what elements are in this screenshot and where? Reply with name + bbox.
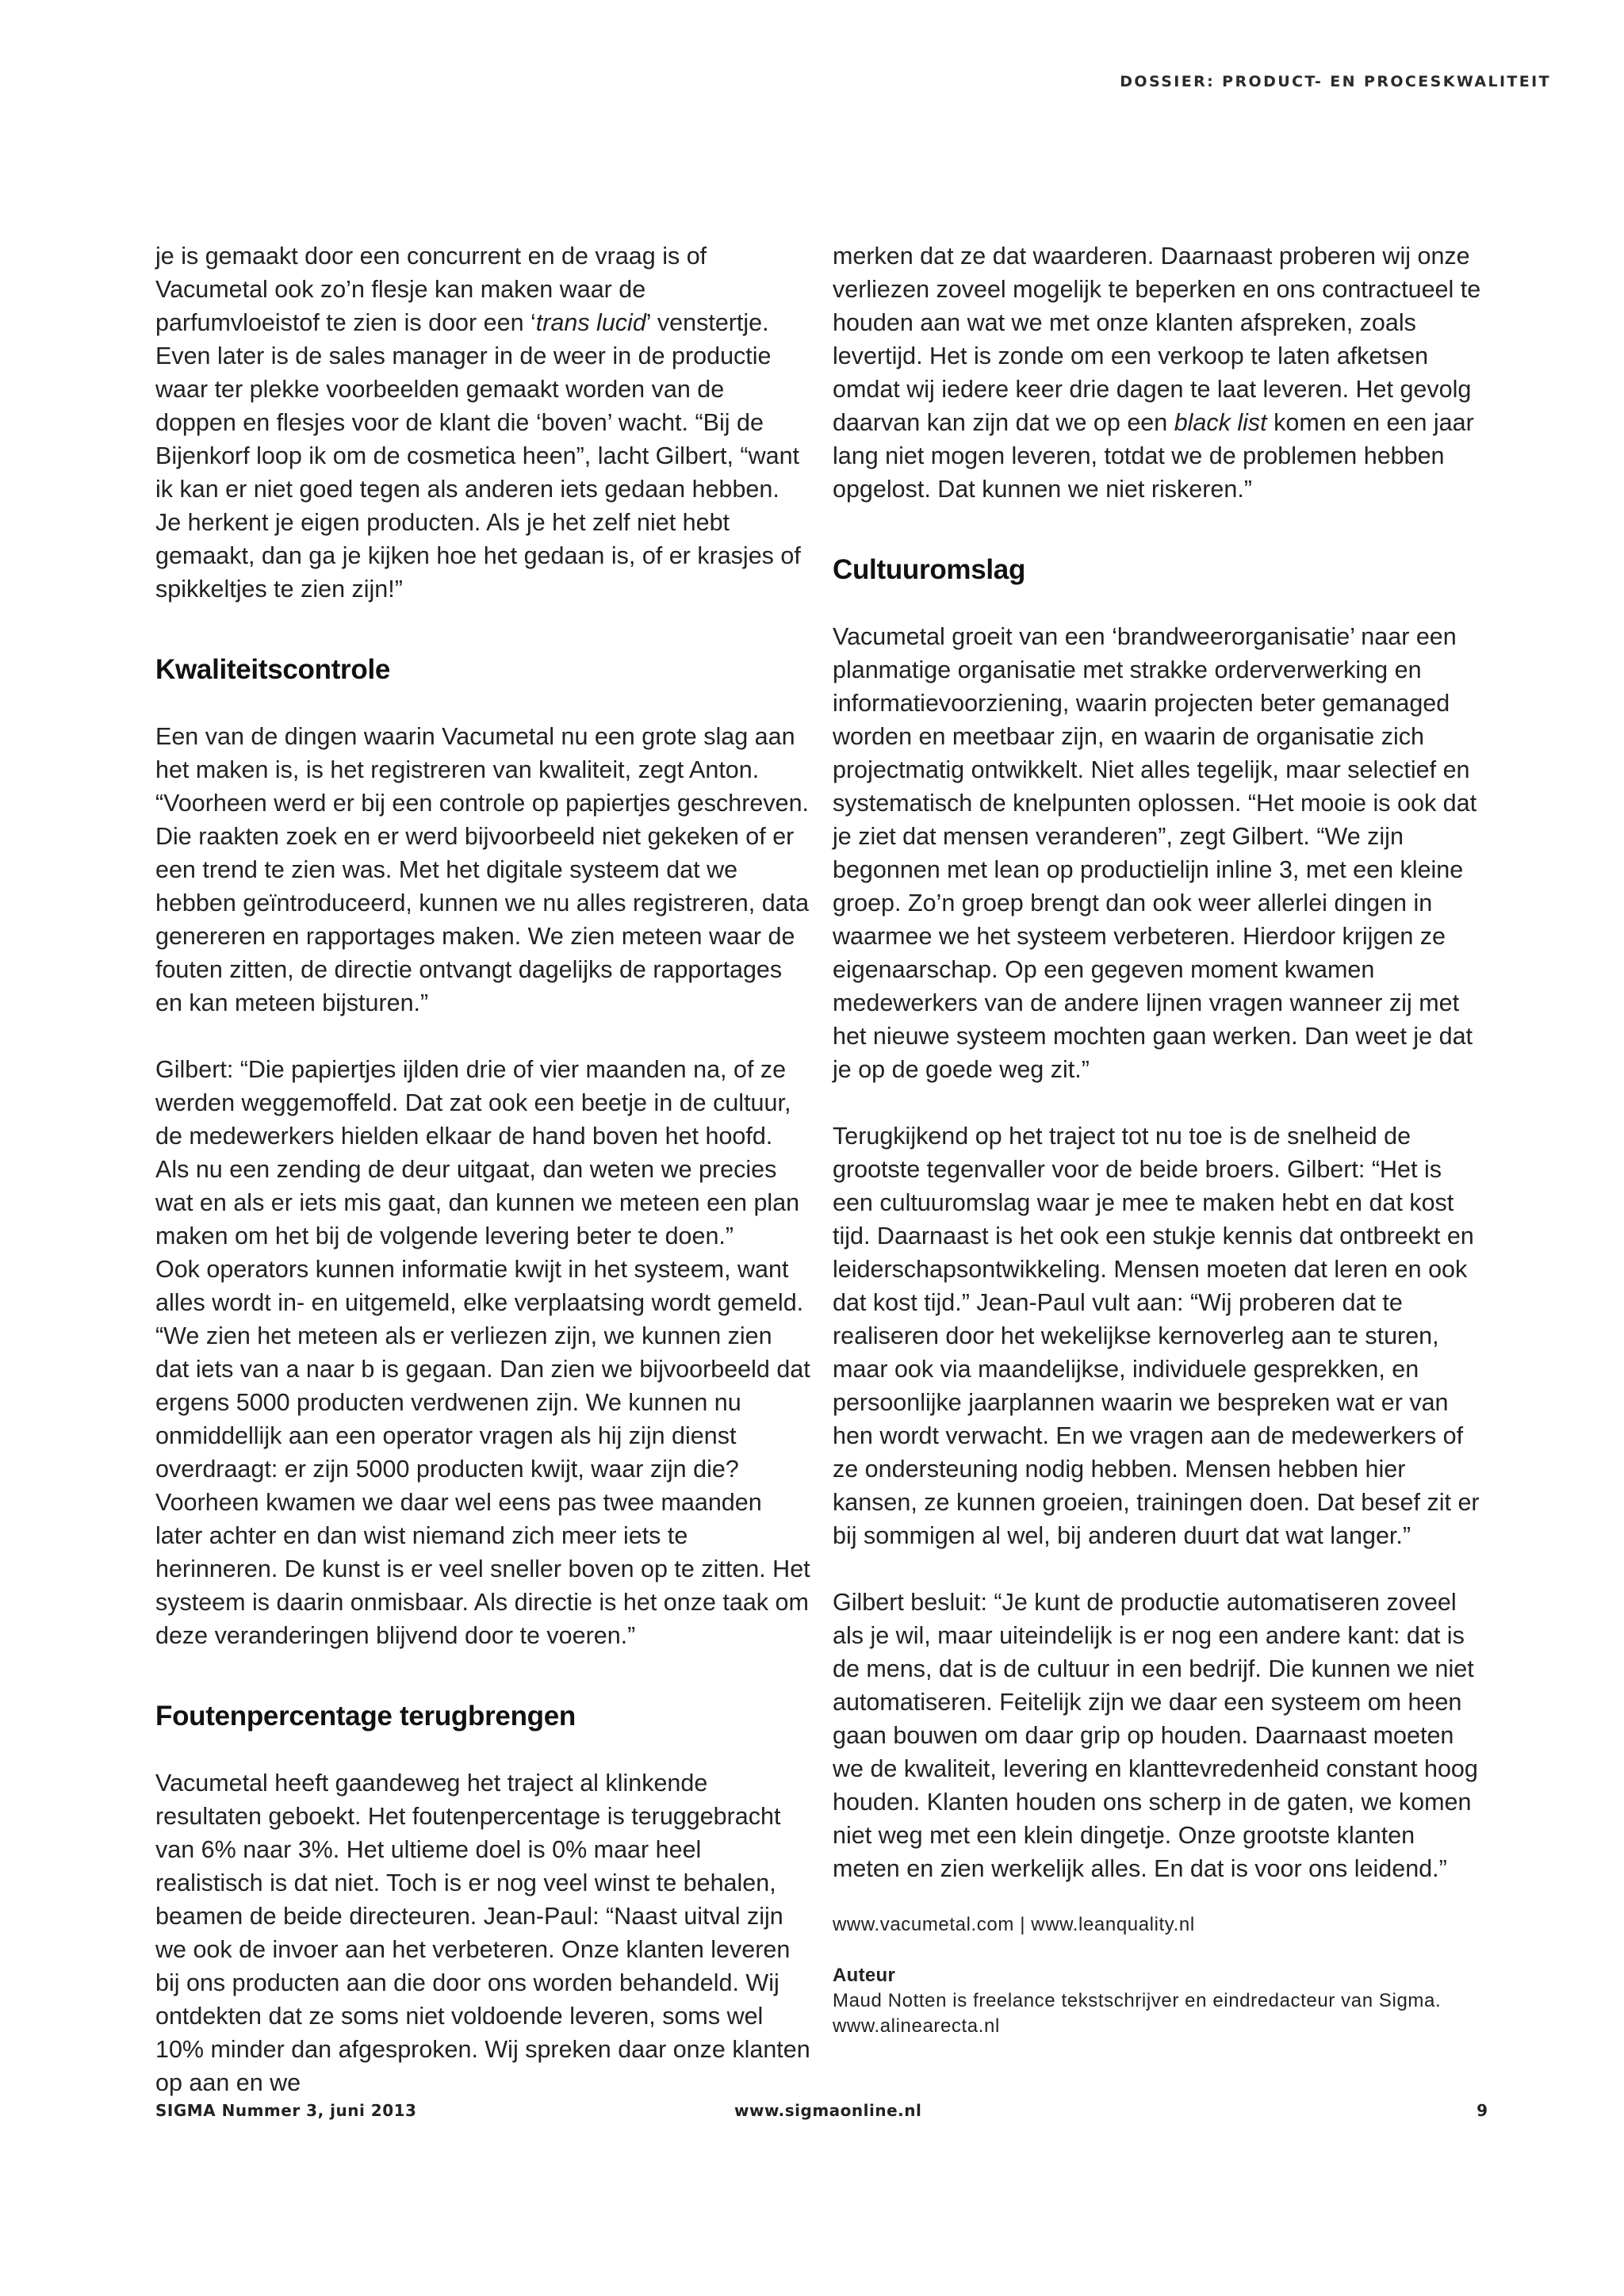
running-head-section: DOSSIER: PRODUCT- EN PROCESKWALITEIT — [1120, 73, 1551, 90]
text-run: je is gemaakt door een concurrent en de vraag is of Vacumetal ook zo’n flesje kan maken waar de parfumvloeistof te zien is door een ‘ — [155, 243, 707, 336]
italic-term: black list — [1174, 409, 1267, 436]
text-run: ’ venstertje. Even later is de sales manager in de weer in de productie waar ter plekke voorbeelden gemaakt worden van de doppen en flesjes voor de klant die ‘boven’ wacht. “Bij de Bijenkorf loop ik om de cosmetica heen”, lacht Gilbert, “want ik kan er niet goed tegen als anderen iets gedaan hebben. Je herkent je eigen producten. Als je het zelf niet hebt gemaakt, dan ga je kijken hoe het gedaan is, of er krasjes of spikkeltjes te zien zijn!” — [155, 309, 801, 603]
article-column-left — [155, 239, 810, 2099]
paragraph: Vacumetal groeit van een ‘brandweerorganisatie’ naar een planmatige organisatie met strakke orderverwerking en informatievoorziening, waarin projecten beter gemanaged worden en meetbaar zijn, en waarin de organisatie zich projectmatig ontwikkelt. Niet alles tegelijk, maar selectief en systematisch de knelpunten oplossen. “Het mooie is ook dat je ziet dat mensen veranderen”, zegt Gilbert. “We zijn begonnen met lean op productielijn inline 3, met een kleine groep. Zo’n groep brengt dan ook weer allerlei dingen in waarmee we het systeem verbeteren. Hierdoor krijgen ze eigenaarschap. Op een gegeven moment kwamen medewerkers van de andere lijnen vragen wanneer zij met het nieuwe systeem mochten gaan werken. Dan weet je dat je op de goede weg zit.” — [833, 623, 1477, 1083]
author-heading: Auteur — [833, 1965, 896, 1986]
page-footer — [155, 2101, 1488, 2125]
section-heading-kwaliteitscontrole: Kwaliteitscontrole — [155, 654, 391, 685]
footer-issue: SIGMA Nummer 3, juni 2013 — [155, 2101, 417, 2120]
section-heading-foutenpercentage: Foutenpercentage terugbrengen — [155, 1701, 576, 1732]
author-bio: Maud Notten is freelance tekstschrijver en eindredacteur van Sigma. www.alinearecta.nl — [833, 1990, 1442, 2037]
paragraph: Gilbert besluit: “Je kunt de productie automatiseren zoveel als je wil, maar uiteindelijk is er nog een andere kant: dat is de mens, dat is de cultuur in een bedrijf. Die kunnen we niet automatiseren. Feitelijk zijn we daar een systeem om heen gaan bouwen om daar grip op houden. Daarnaast moeten we de kwaliteit, levering en klanttevredenheid constant hoog houden. Klanten houden ons scherp in de gaten, we komen niet weg met een klein dingetje. Onze grootste klanten meten en zien werkelijk alles. En dat is voor ons leidend.” — [833, 1589, 1478, 1882]
paragraph: Ook operators kunnen informatie kwijt in het systeem, want alles wordt in- en uitgemeld, elke verplaatsing wordt gemeld. “We zien het meteen als er verliezen zijn, we kunnen zien dat iets van a naar b is gegaan. Dan zien we bijvoorbeeld dat ergens 5000 producten verdwenen zijn. We kunnen nu onmiddellijk aan een operator vragen als hij zijn dienst overdraagt: er zijn 5000 producten kwijt, waar zijn die? Voorheen kwamen we daar wel eens pas twee maanden later achter en dan wist niemand zich meer iets te herinneren. De kunst is er veel sneller boven op te zitten. Het systeem is daarin onmisbaar. Als directie is het onze taak om deze veranderingen blijvend door te voeren.” — [155, 1256, 810, 1649]
paragraph-intro-right — [833, 239, 1488, 506]
website-links[interactable]: www.vacumetal.com | www.leanquality.nl — [833, 1914, 1195, 1935]
italic-term: trans lucid — [535, 309, 646, 336]
text-run: komen en een jaar lang niet mogen leveren, totdat we de problemen hebben opgelost. Dat kunnen we niet riskeren.” — [833, 409, 1474, 503]
paragraph-intro-left — [155, 239, 810, 606]
footer-website-link[interactable]: www.sigmaonline.nl — [734, 2101, 922, 2120]
article-column-right — [833, 239, 1488, 2039]
paragraph: Vacumetal heeft gaandeweg het traject al klinkende resultaten geboekt. Het foutenpercentage is teruggebracht van 6% naar 3%. Het ultieme doel is 0% maar heel realistisch is dat niet. Toch is er nog veel winst te behalen, beamen de beide directeuren. Jean-Paul: “Naast uitval zijn we ook de invoer aan het verbeteren. Onze klanten leveren bij ons producten aan die door ons worden behandeld. Wij ontdekten dat ze soms niet voldoende leveren, soms wel 10% minder dan afgesproken. Wij spreken daar onze klanten op aan en we — [155, 1770, 810, 2096]
paragraph: Terugkijkend op het traject tot nu toe is de snelheid de grootste tegenvaller voor de beide broers. Gilbert: “Het is een cultuuromslag waar je mee te maken hebt en dat kost tijd. Daarnaast is het ook een stukje kennis dat ontbreekt en leiderschapsontwikkeling. Mensen moeten dat leren en ook dat kost tijd.” Jean-Paul vult aan: “Wij proberen dat te realiseren door het wekelijkse kernoverleg aan te sturen, maar ook via maandelijkse, individuele gesprekken, en persoonlijke jaarplannen waarin we bespreken wat er van hen wordt verwacht. En we vragen aan de medewerkers of ze ondersteuning nodig hebben. Mensen hebben hier kansen, ze kunnen groeien, trainingen doen. Dat besef zit er bij sommigen al wel, bij anderen duurt dat wat langer.” — [833, 1123, 1480, 1549]
page-number: 9 — [1477, 2101, 1488, 2120]
paragraph: Gilbert: “Die papiertjes ijlden drie of vier maanden na, of ze werden weggemoffeld. Dat zat ook een beetje in de cultuur, de medewerkers hielden elkaar de hand boven het hoofd. Als nu een zending de deur uitgaat, dan weten we precies wat en als er iets mis gaat, dan kunnen we meteen een plan maken om het bij de volgende levering beter te doen.” — [155, 1056, 800, 1249]
text-run: merken dat ze dat waarderen. Daarnaast proberen wij onze verliezen zoveel mogelijk te beperken en ons contractueel te houden aan wat we met onze klanten afspreken, zoals levertijd. Het is zonde om een verkoop te laten afketsen omdat wij iedere keer drie dagen te laat leveren. Het gevolg daarvan kan zijn dat we op een — [833, 243, 1481, 436]
section-heading-cultuuromslag: Cultuuromslag — [833, 554, 1026, 585]
paragraph: Een van de dingen waarin Vacumetal nu een grote slag aan het maken is, is het registreren van kwaliteit, zegt Anton. “Voorheen werd er bij een controle op papiertjes geschreven. Die raakten zoek en er werd bijvoorbeeld niet gekeken of er een trend te zien was. Met het digitale systeem dat we hebben geïntroduceerd, kunnen we nu alles registreren, data genereren en rapportages maken. We zien meteen waar de fouten zitten, de directie ontvangt dagelijks de rapportages en kan meteen bijsturen.” — [155, 723, 810, 1016]
